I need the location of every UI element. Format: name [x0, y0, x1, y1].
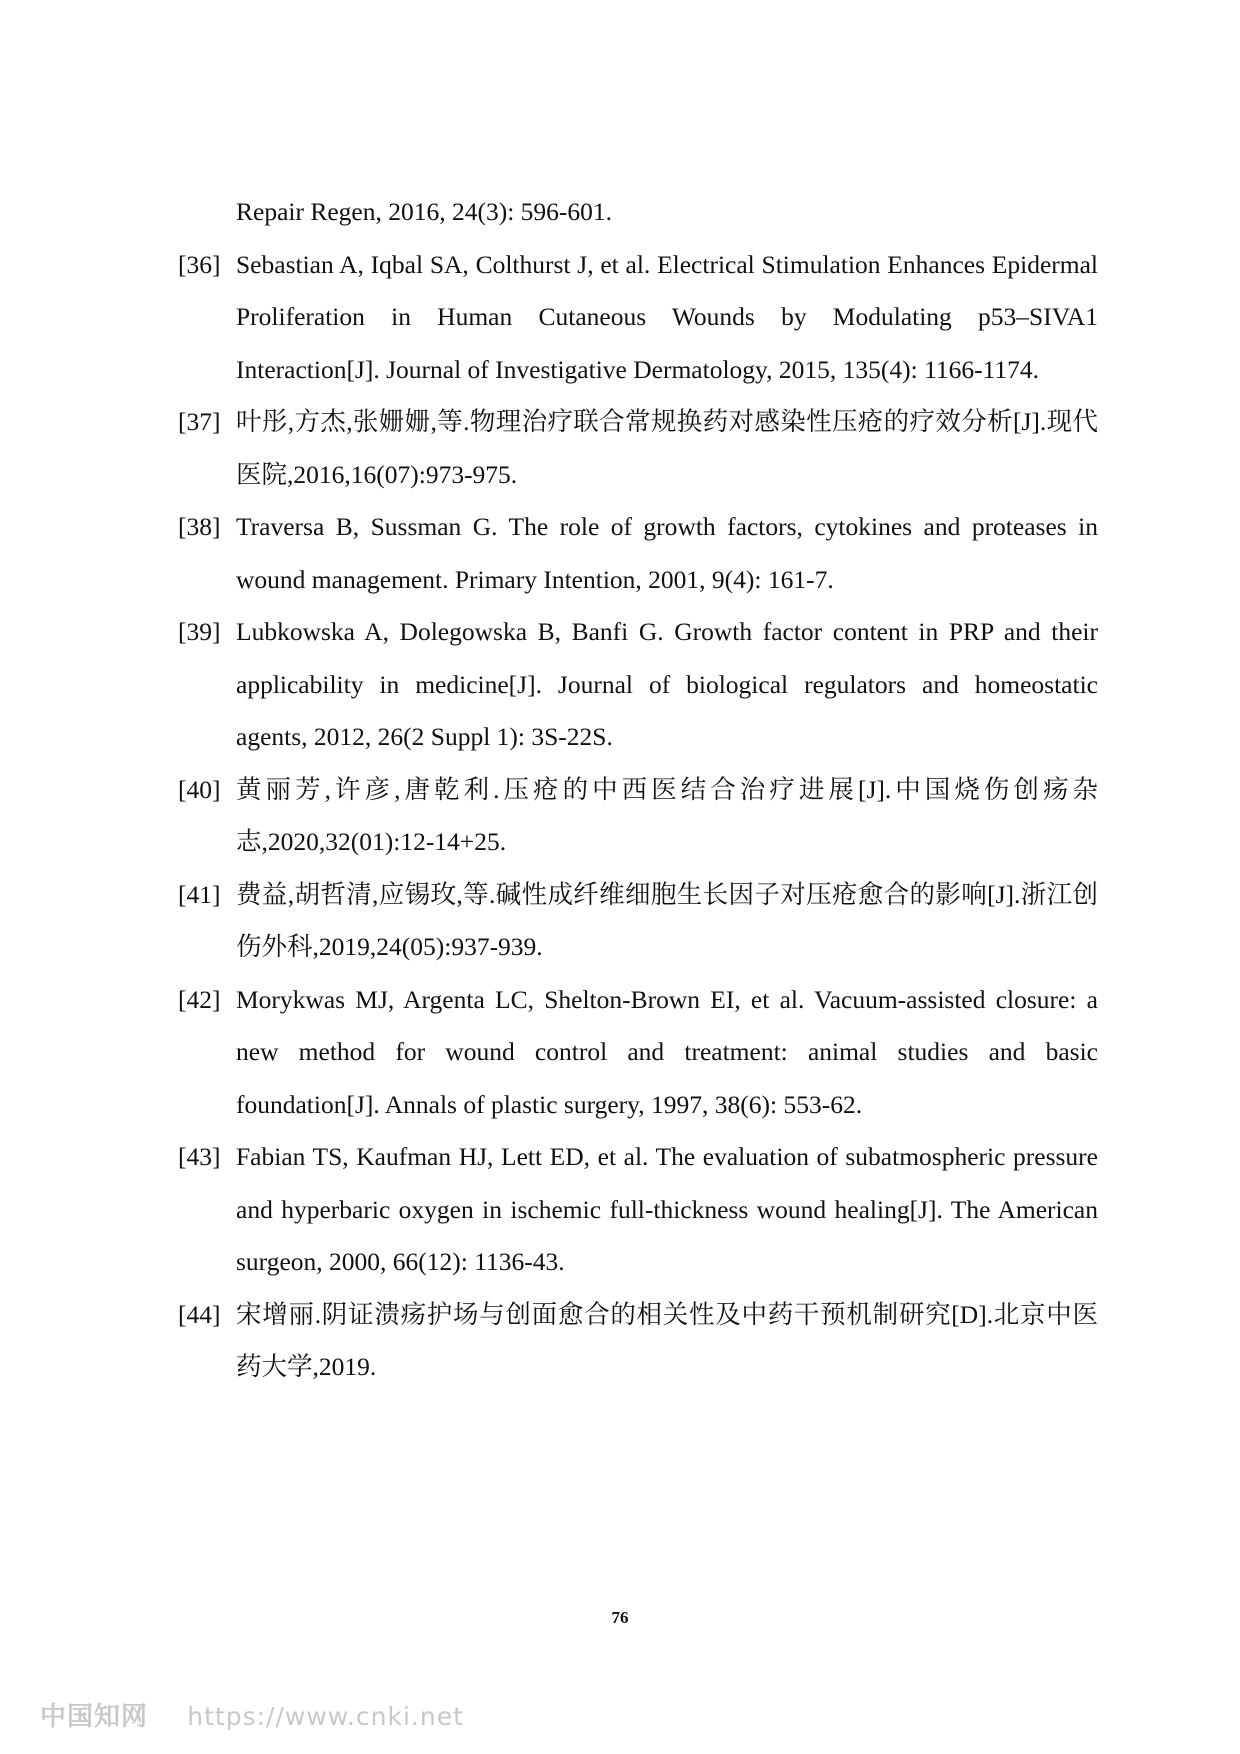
reference-item: [178, 396, 1098, 501]
reference-text: 宋增丽.阴证溃疡护场与创面愈合的相关性及中药干预机制研究[D].北京中医药大学,2019.: [236, 1299, 1098, 1381]
reference-number: [40]: [178, 774, 221, 804]
reference-item: [178, 239, 1098, 397]
watermark-logo: 中国知网: [40, 1702, 149, 1732]
reference-text: 叶彤,方杰,张姗姗,等.物理治疗联合常规换药对感染性压疮的疗效分析[J].现代医院,2016,16(07):973-975.: [236, 407, 1098, 489]
page-number: 76: [611, 1608, 629, 1627]
reference-item: [178, 974, 1098, 1132]
reference-number: [44]: [178, 1299, 221, 1329]
reference-number: [36]: [178, 249, 221, 279]
reference-text: Morykwas MJ, Argenta LC, Shelton-Brown EI, et al. Vacuum-assisted closure: a new method for wound control and treatment: animal studies and basic foundation[J]. Annals of plastic surgery, 1997, 38(6): 553-62.: [236, 984, 1098, 1119]
reference-list: [178, 186, 1098, 1394]
reference-number: [42]: [178, 984, 221, 1014]
reference-item: [178, 1289, 1098, 1394]
watermark-url: https://www.cnki.net: [187, 1702, 464, 1731]
reference-text: 费益,胡哲清,应锡玫,等.碱性成纤维细胞生长因子对压疮愈合的影响[J].浙江创伤外科,2019,24(05):937-939.: [236, 879, 1098, 961]
reference-item: [178, 869, 1098, 974]
reference-number: [43]: [178, 1142, 221, 1171]
reference-text: Sebastian A, Iqbal SA, Colthurst J, et al. Electrical Stimulation Enhances Epidermal Proliferation in Human Cutaneous Wounds by Modulating p53–SIVA1 Interaction[J]. Journal of Investigative Dermatology, 2015, 135(4): 1166-1174.: [236, 249, 1098, 384]
reference-number: [37]: [178, 407, 221, 436]
reference-text: 黄丽芳,许彦,唐乾利.压疮的中西医结合治疗进展[J].中国烧伤创疡杂志,2020,32(01):12-14+25.: [236, 774, 1098, 856]
reference-text: Traversa B, Sussman G. The role of growth factors, cytokines and proteases in wound management. Primary Intention, 2001, 9(4): 161-7.: [236, 512, 1098, 594]
reference-item: [178, 606, 1098, 764]
reference-item: [178, 501, 1098, 606]
reference-number: [38]: [178, 512, 221, 541]
cnki-watermark: [40, 1696, 464, 1733]
reference-item: [178, 764, 1098, 869]
reference-number: [39]: [178, 617, 221, 646]
reference-continuation: [178, 186, 1098, 239]
reference-text: Fabian TS, Kaufman HJ, Lett ED, et al. The evaluation of subatmospheric pressure and hyperbaric oxygen in ischemic full-thickness wound healing[J]. The American surgeon, 2000, 66(12): 1136-43.: [236, 1142, 1098, 1276]
reference-number: [41]: [178, 879, 221, 909]
reference-item: [178, 1131, 1098, 1289]
reference-text: Lubkowska A, Dolegowska B, Banfi G. Growth factor content in PRP and their applicability in medicine[J]. Journal of biological regulators and homeostatic agents, 2012, 26(2 Suppl 1): 3S-22S.: [236, 617, 1098, 751]
reference-continuation-text: Repair Regen, 2016, 24(3): 596-601.: [236, 197, 613, 226]
